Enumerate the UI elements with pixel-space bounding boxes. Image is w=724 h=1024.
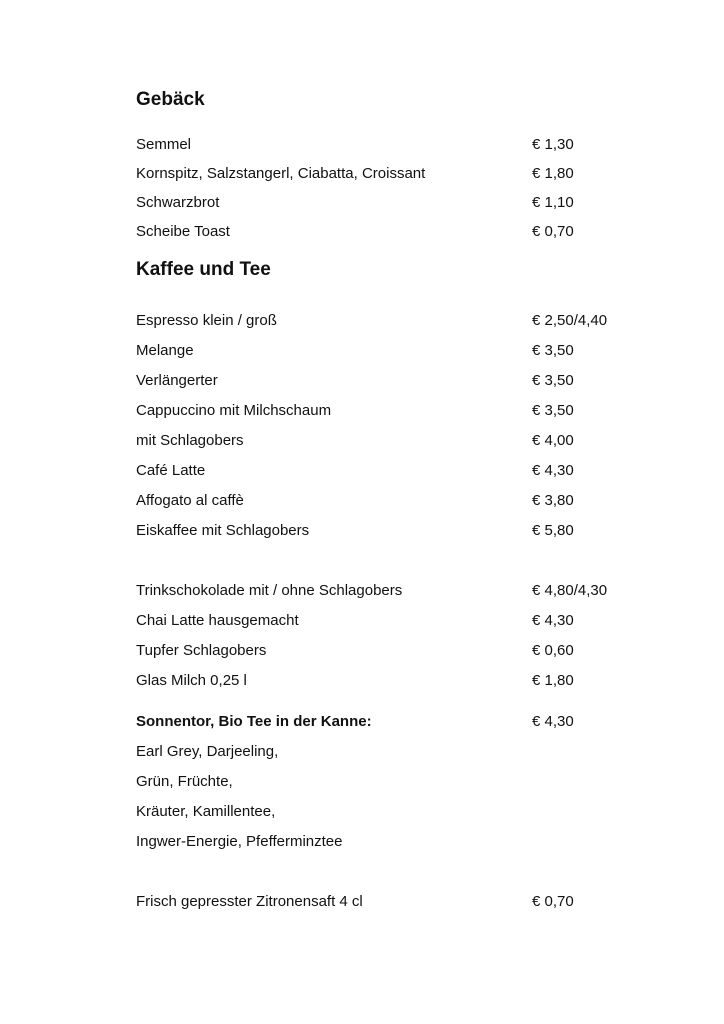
menu-item-name: Kornspitz, Salzstangerl, Ciabatta, Croissant — [136, 165, 426, 182]
tea-variety: Grün, Früchte, — [136, 773, 233, 790]
menu-item-price: € 3,50 — [532, 402, 574, 419]
menu-item-name: Glas Milch 0,25 l — [136, 672, 247, 689]
menu-item-price: € 3,80 — [532, 492, 574, 509]
menu-item-price: € 4,30 — [532, 462, 574, 479]
tea-variety: Ingwer-Energie, Pfefferminztee — [136, 833, 343, 850]
menu-item-price: € 1,30 — [532, 136, 574, 153]
menu-item-name: Melange — [136, 342, 194, 359]
menu-item-price: € 4,30 — [532, 612, 574, 629]
menu-item-name: Verlängerter — [136, 372, 218, 389]
menu-item-name: Espresso klein / groß — [136, 312, 277, 329]
menu-item-price: € 1,10 — [532, 194, 574, 211]
menu-item-name: Scheibe Toast — [136, 223, 230, 240]
tea-price: € 4,30 — [532, 713, 574, 730]
menu-item-price: € 2,50/4,40 — [532, 312, 608, 329]
menu-item-price: € 5,80 — [532, 522, 574, 539]
menu-item-price: € 3,50 — [532, 372, 574, 389]
menu-item-price: € 4,80/4,30 — [532, 582, 608, 599]
menu-item-price: € 3,50 — [532, 342, 574, 359]
menu-item-price: € 0,70 — [532, 893, 574, 910]
menu-item-name: Trinkschokolade mit / ohne Schlagobers — [136, 582, 403, 599]
menu-item-name: Affogato al caffè — [136, 492, 244, 509]
menu-item-name: Chai Latte hausgemacht — [136, 612, 299, 629]
menu-item-name: Tupfer Schlagobers — [136, 642, 267, 659]
menu-item-price: € 4,00 — [532, 432, 574, 449]
menu-item-name: Frisch gepresster Zitronensaft 4 cl — [136, 893, 363, 910]
menu-item-price: € 0,60 — [532, 642, 574, 659]
menu-item-name: Schwarzbrot — [136, 194, 220, 211]
section-title-gebaeck: Gebäck — [136, 89, 205, 110]
menu-item-name: mit Schlagobers — [136, 432, 244, 449]
tea-variety: Kräuter, Kamillentee, — [136, 803, 276, 820]
menu-item-price: € 1,80 — [532, 165, 574, 182]
menu-item-name: Eiskaffee mit Schlagobers — [136, 522, 310, 539]
menu-item-name: Semmel — [136, 136, 192, 153]
menu-item-name: Café Latte — [136, 462, 206, 479]
menu-item-price: € 1,80 — [532, 672, 574, 689]
menu-item-name: Cappuccino mit Milchschaum — [136, 402, 332, 419]
menu-item-price: € 0,70 — [532, 223, 574, 240]
tea-title: Sonnentor, Bio Tee in der Kanne: — [136, 713, 372, 730]
tea-variety: Earl Grey, Darjeeling, — [136, 743, 279, 760]
section-title-kaffee: Kaffee und Tee — [136, 259, 271, 280]
